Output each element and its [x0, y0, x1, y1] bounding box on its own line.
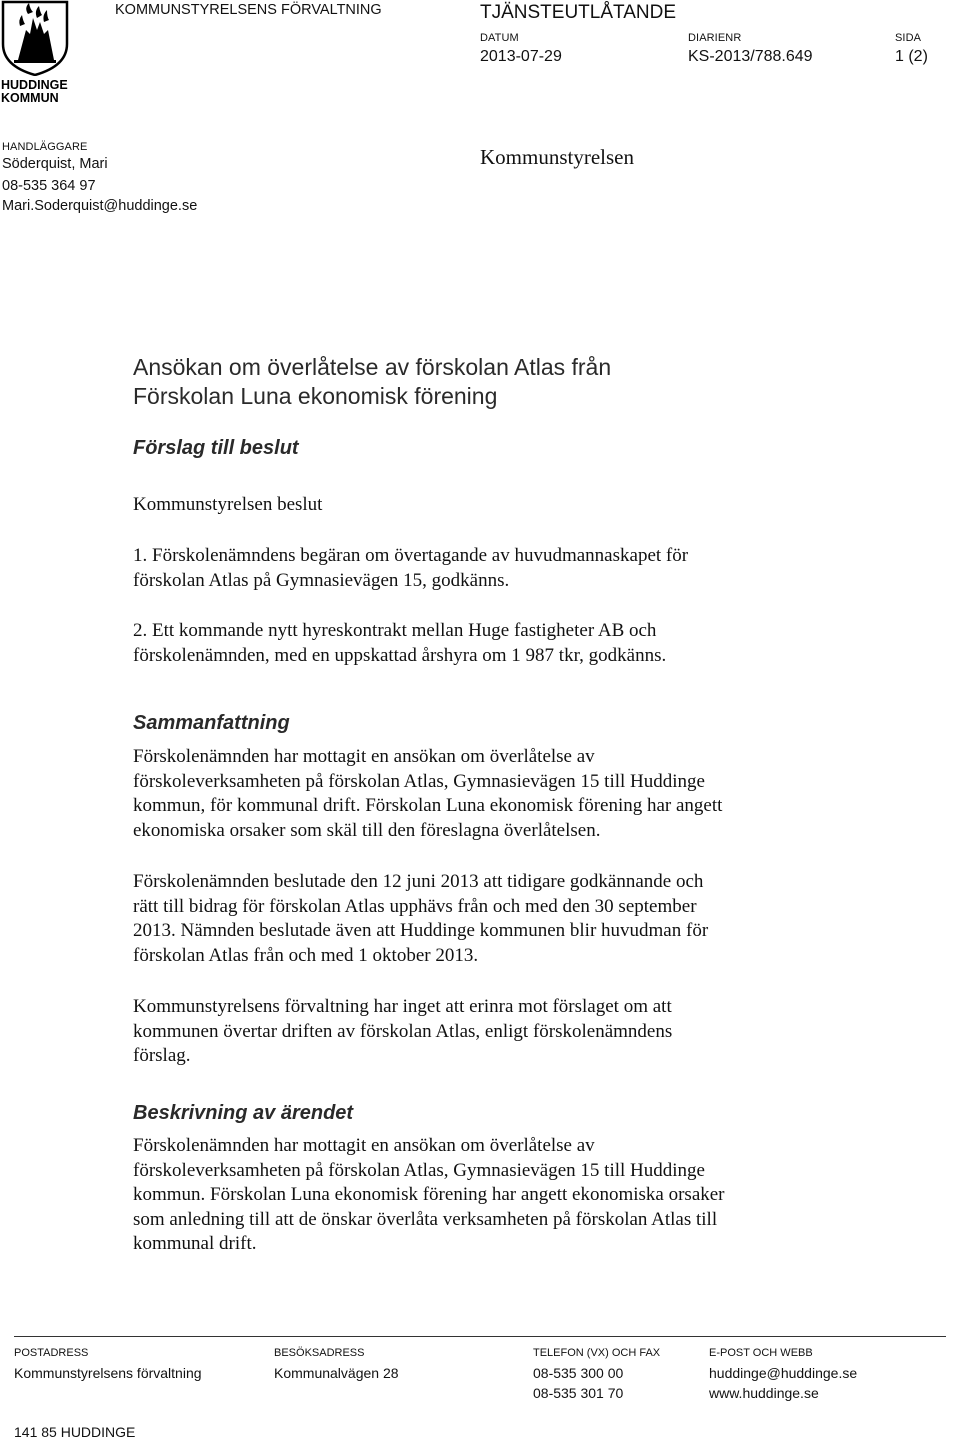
title-line-2: Förskolan Luna ekonomisk förening — [133, 383, 498, 409]
forslag-heading: Förslag till beslut — [133, 437, 299, 459]
logo-line-1: HUDDINGE — [1, 78, 68, 92]
forslag-item-line: 2. Ett kommande nytt hyreskontrakt mellan Huge fastigheter AB och — [133, 620, 657, 641]
paragraph-line: Förskolenämnden har mottagit en ansökan om överlåtelse av — [133, 746, 595, 767]
handlaggare-name: Söderquist, Mari — [2, 156, 108, 172]
postadress-label: POSTADRESS — [14, 1347, 89, 1359]
paragraph-line: kommunen övertar driften av förskolan Atlas, enligt förskolenämndens — [133, 1020, 673, 1042]
title-line-1: Ansökan om överlåtelse av förskolan Atlas från — [133, 354, 612, 380]
footer-email: huddinge@huddinge.se — [709, 1365, 858, 1381]
postadress-line-2: 141 85 HUDDINGE — [14, 1424, 136, 1440]
forslag-item-line: förskolan Atlas på Gymnasievägen 15, godkänns. — [133, 569, 510, 591]
doc-type: TJÄNSTEUTLÅTANDE — [480, 2, 677, 23]
footer-web: www.huddinge.se — [709, 1385, 819, 1401]
logo-line-2: KOMMUN — [1, 91, 59, 105]
besoksadress-value: Kommunalvägen 28 — [274, 1365, 399, 1381]
paragraph-line: förslag. — [133, 1045, 191, 1067]
recipient: Kommunstyrelsen — [480, 145, 634, 169]
paragraph-line: förskolan Atlas från och med 1 oktober 2013. — [133, 944, 479, 966]
datum-label: DATUM — [480, 32, 519, 44]
beskrivning-heading: Beskrivning av ärendet — [133, 1102, 354, 1124]
paragraph-line: Kommunstyrelsens förvaltning har inget att erinra mot förslaget om att — [133, 996, 672, 1017]
forslag-item-line: 1. Förskolenämndens begäran om övertagande av huvudmannaskapet för — [133, 545, 689, 566]
paragraph-line: förskoleverksamheten på förskolan Atlas, Gymnasievägen 15 till Huddinge — [133, 770, 705, 792]
besoksadress-label: BESÖKSADRESS — [274, 1347, 365, 1359]
sammanfattning-paragraph-2 — [133, 870, 708, 968]
fax-number: 08-535 301 70 — [533, 1385, 624, 1401]
paragraph-line: som anledning till att de önskar överlåta verksamheten på förskolan Atlas till — [133, 1208, 718, 1230]
huddinge-logo — [0, 0, 70, 106]
handlaggare-phone: 08-535 364 97 — [2, 178, 96, 194]
paragraph-line: kommun. Förskolan Luna ekonomisk förening har angett ekonomiska orsaker — [133, 1184, 725, 1206]
handlaggare-label: HANDLÄGGARE — [2, 141, 88, 153]
org-name: KOMMUNSTYRELSENS FÖRVALTNING — [115, 2, 382, 18]
paragraph-line: ekonomiska orsaker som skäl till den föreslagna överlåtelsen. — [133, 819, 601, 841]
beskrivning-paragraph — [133, 1134, 725, 1257]
footer-divider — [14, 1336, 946, 1337]
handlaggare-email: Mari.Soderquist@huddinge.se — [2, 198, 198, 214]
sammanfattning-paragraph-1 — [133, 745, 722, 843]
forslag-intro: Kommunstyrelsen beslut — [133, 494, 323, 515]
epost-label: E-POST OCH WEBB — [709, 1347, 813, 1359]
paragraph-line: Förskolenämnden har mottagit en ansökan om överlåtelse av — [133, 1135, 595, 1156]
postadress-line-1: Kommunstyrelsens förvaltning — [14, 1365, 202, 1381]
paragraph-line: kommunal drift. — [133, 1233, 257, 1255]
paragraph-line: 2013. Nämnden beslutade även att Huddinge kommunen blir huvudman för — [133, 920, 709, 942]
paragraph-line: Förskolenämnden beslutade den 12 juni 2013 att tidigare godkännande och — [133, 871, 704, 892]
telefon-label: TELEFON (VX) OCH FAX — [533, 1347, 661, 1359]
paragraph-line: rätt till bidrag för förskolan Atlas upphävs från och med den 30 september — [133, 895, 697, 917]
datum-value: 2013-07-29 — [480, 48, 562, 65]
diarienr-value: KS-2013/788.649 — [688, 48, 813, 65]
paragraph-line: förskoleverksamheten på förskolan Atlas, Gymnasievägen 15 till Huddinge — [133, 1159, 705, 1181]
paragraph-line: kommun, för kommunal drift. Förskolan Luna ekonomisk förening har angett — [133, 795, 723, 817]
diarienr-label: DIARIENR — [688, 32, 742, 44]
sida-label: SIDA — [895, 32, 922, 44]
sammanfattning-paragraph-3 — [133, 995, 672, 1069]
telefon-vx: 08-535 300 00 — [533, 1365, 624, 1381]
forslag-item-line: förskolenämnden, med en uppskattad årshyra om 1 987 tkr, godkänns. — [133, 644, 667, 666]
document-title — [133, 353, 611, 411]
huddinge-coat-of-arms-icon — [0, 0, 70, 76]
forslag-item-1 — [133, 544, 688, 593]
sida-value: 1 (2) — [895, 48, 928, 65]
forslag-item-2 — [133, 619, 666, 668]
sammanfattning-heading: Sammanfattning — [133, 712, 290, 734]
